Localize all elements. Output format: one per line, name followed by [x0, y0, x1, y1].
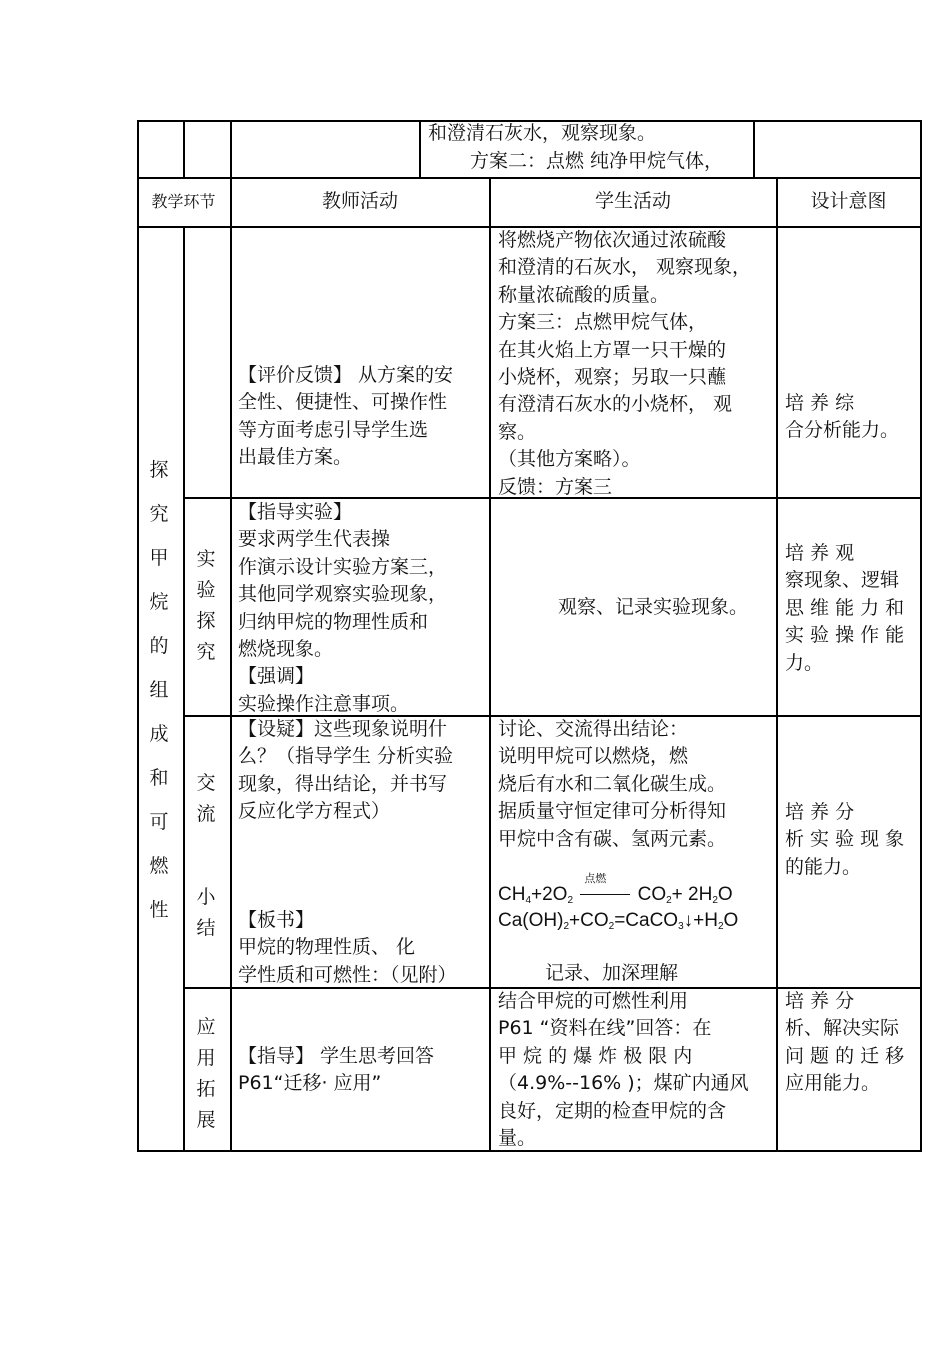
row-evaluate-intent: 培 养 综 合分析能力。 [785, 392, 900, 442]
vline-body-student [489, 226, 491, 1151]
header-teacher: 教师活动 [321, 190, 398, 212]
header-student: 学生活动 [594, 190, 671, 212]
row-discuss-phase-b: 小 结 [196, 886, 216, 939]
vline-body-teacher [230, 226, 232, 1151]
row-discuss-phase-a: 交 流 [196, 772, 216, 825]
row-evaluate-student: 将燃烧产物依次通过浓硫酸 和澄清的石灰水， 观察现象， 称量浓硫酸的质量。 方案三：点燃甲烷气体， 在其火焰上方罩一只干燥的 小烧杯，观察；另取一只蘸 有澄清石灰水的小烧杯， 观 察。 （其他方案略）。 反馈：方案三 [498, 229, 752, 498]
equation-1-right: CO2+ 2H2O [637, 884, 733, 906]
row-apply-teacher: 【指导】 学生思考回答 P61“迁移· 应用” [238, 1045, 435, 1095]
equation-1-left: CH4+2O2 [498, 884, 574, 906]
row-experiment-phase: 实 验 探 究 [196, 548, 216, 663]
hline-top-inner [753, 120, 755, 121]
border-left [137, 120, 139, 1152]
vline-top-b [230, 120, 232, 177]
top-fragment-line1: 和澄清石灰水，观察现象。 [428, 122, 657, 144]
row-apply-phase: 应 用 拓 展 [196, 1016, 216, 1131]
equation-2: Ca(OH)2+CO2=CaCO3↓+H2O [498, 910, 739, 932]
row-discuss-student-a: 讨论、交流得出结论： 说明甲烷可以燃烧，燃 烧后有水和二氧化碳生成。 据质量守恒定律可分析得知 甲烷中含有碳、氢两元素。 [498, 718, 727, 850]
vline-top-d [753, 120, 755, 177]
equation-1-condition: 点燃 [584, 872, 607, 885]
border-right [920, 120, 922, 1152]
section-label: 探 究 甲 烷 的 组 成 和 可 燃 性 [149, 459, 169, 921]
row-experiment-student: 观察、记录实验现象。 [558, 596, 749, 618]
row-discuss-teacher-b: 【板书】 甲烷的物理性质、 化 学性质和可燃性：（见附） [238, 909, 457, 986]
row-experiment-intent: 培 养 观 察现象、逻辑 思 维 能 力 和 实 验 操 作 能 力。 [785, 542, 905, 674]
hline-header-top [137, 177, 922, 179]
row-discuss-intent: 培 养 分 析 实 验 现 象 的能力。 [785, 801, 905, 878]
header-phase: 教学环节 [151, 192, 216, 211]
row-apply-intent: 培 养 分 析、解决实际 问 题 的 迁 移 应用能力。 [785, 990, 905, 1095]
vline-body-phase [183, 226, 185, 1151]
top-fragment-line2: 方案二：点燃 纯净甲烷气体， [470, 150, 724, 172]
row-evaluate-teacher: 【评价反馈】 从方案的安 全性、便捷性、可操作性 等方面考虑引导学生选 出最佳方案。 [238, 364, 454, 469]
row-discuss-student-b: 记录、加深理解 [545, 962, 679, 984]
row-apply-student: 结合甲烷的可燃性利用 P61 “资料在线”回答：在 甲 烷 的 爆 炸 极 限 内 （4.9%--16% )；煤矿内通风 良好，定期的检查甲烷的含 量。 [498, 990, 749, 1150]
header-intent: 设计意图 [810, 190, 887, 212]
equation-1-arrow [578, 872, 632, 906]
vline-body-intent [776, 226, 778, 1151]
row-experiment-teacher: 【指导实验】 要求两学生代表操 作演示设计实验方案三， 其他同学观察实验现象， 归纳甲烷的物理性质和 燃烧现象。 【强调】 实验操作注意事项。 [238, 501, 448, 715]
vline-top-c [419, 120, 421, 177]
vline-top-a [183, 120, 185, 177]
equation-1 [498, 872, 733, 906]
row-discuss-teacher-a: 【设疑】这些现象说明什 么？（指导学生 分析实验 现象，得出结论，并书写 反应化学方程式） [238, 718, 454, 823]
